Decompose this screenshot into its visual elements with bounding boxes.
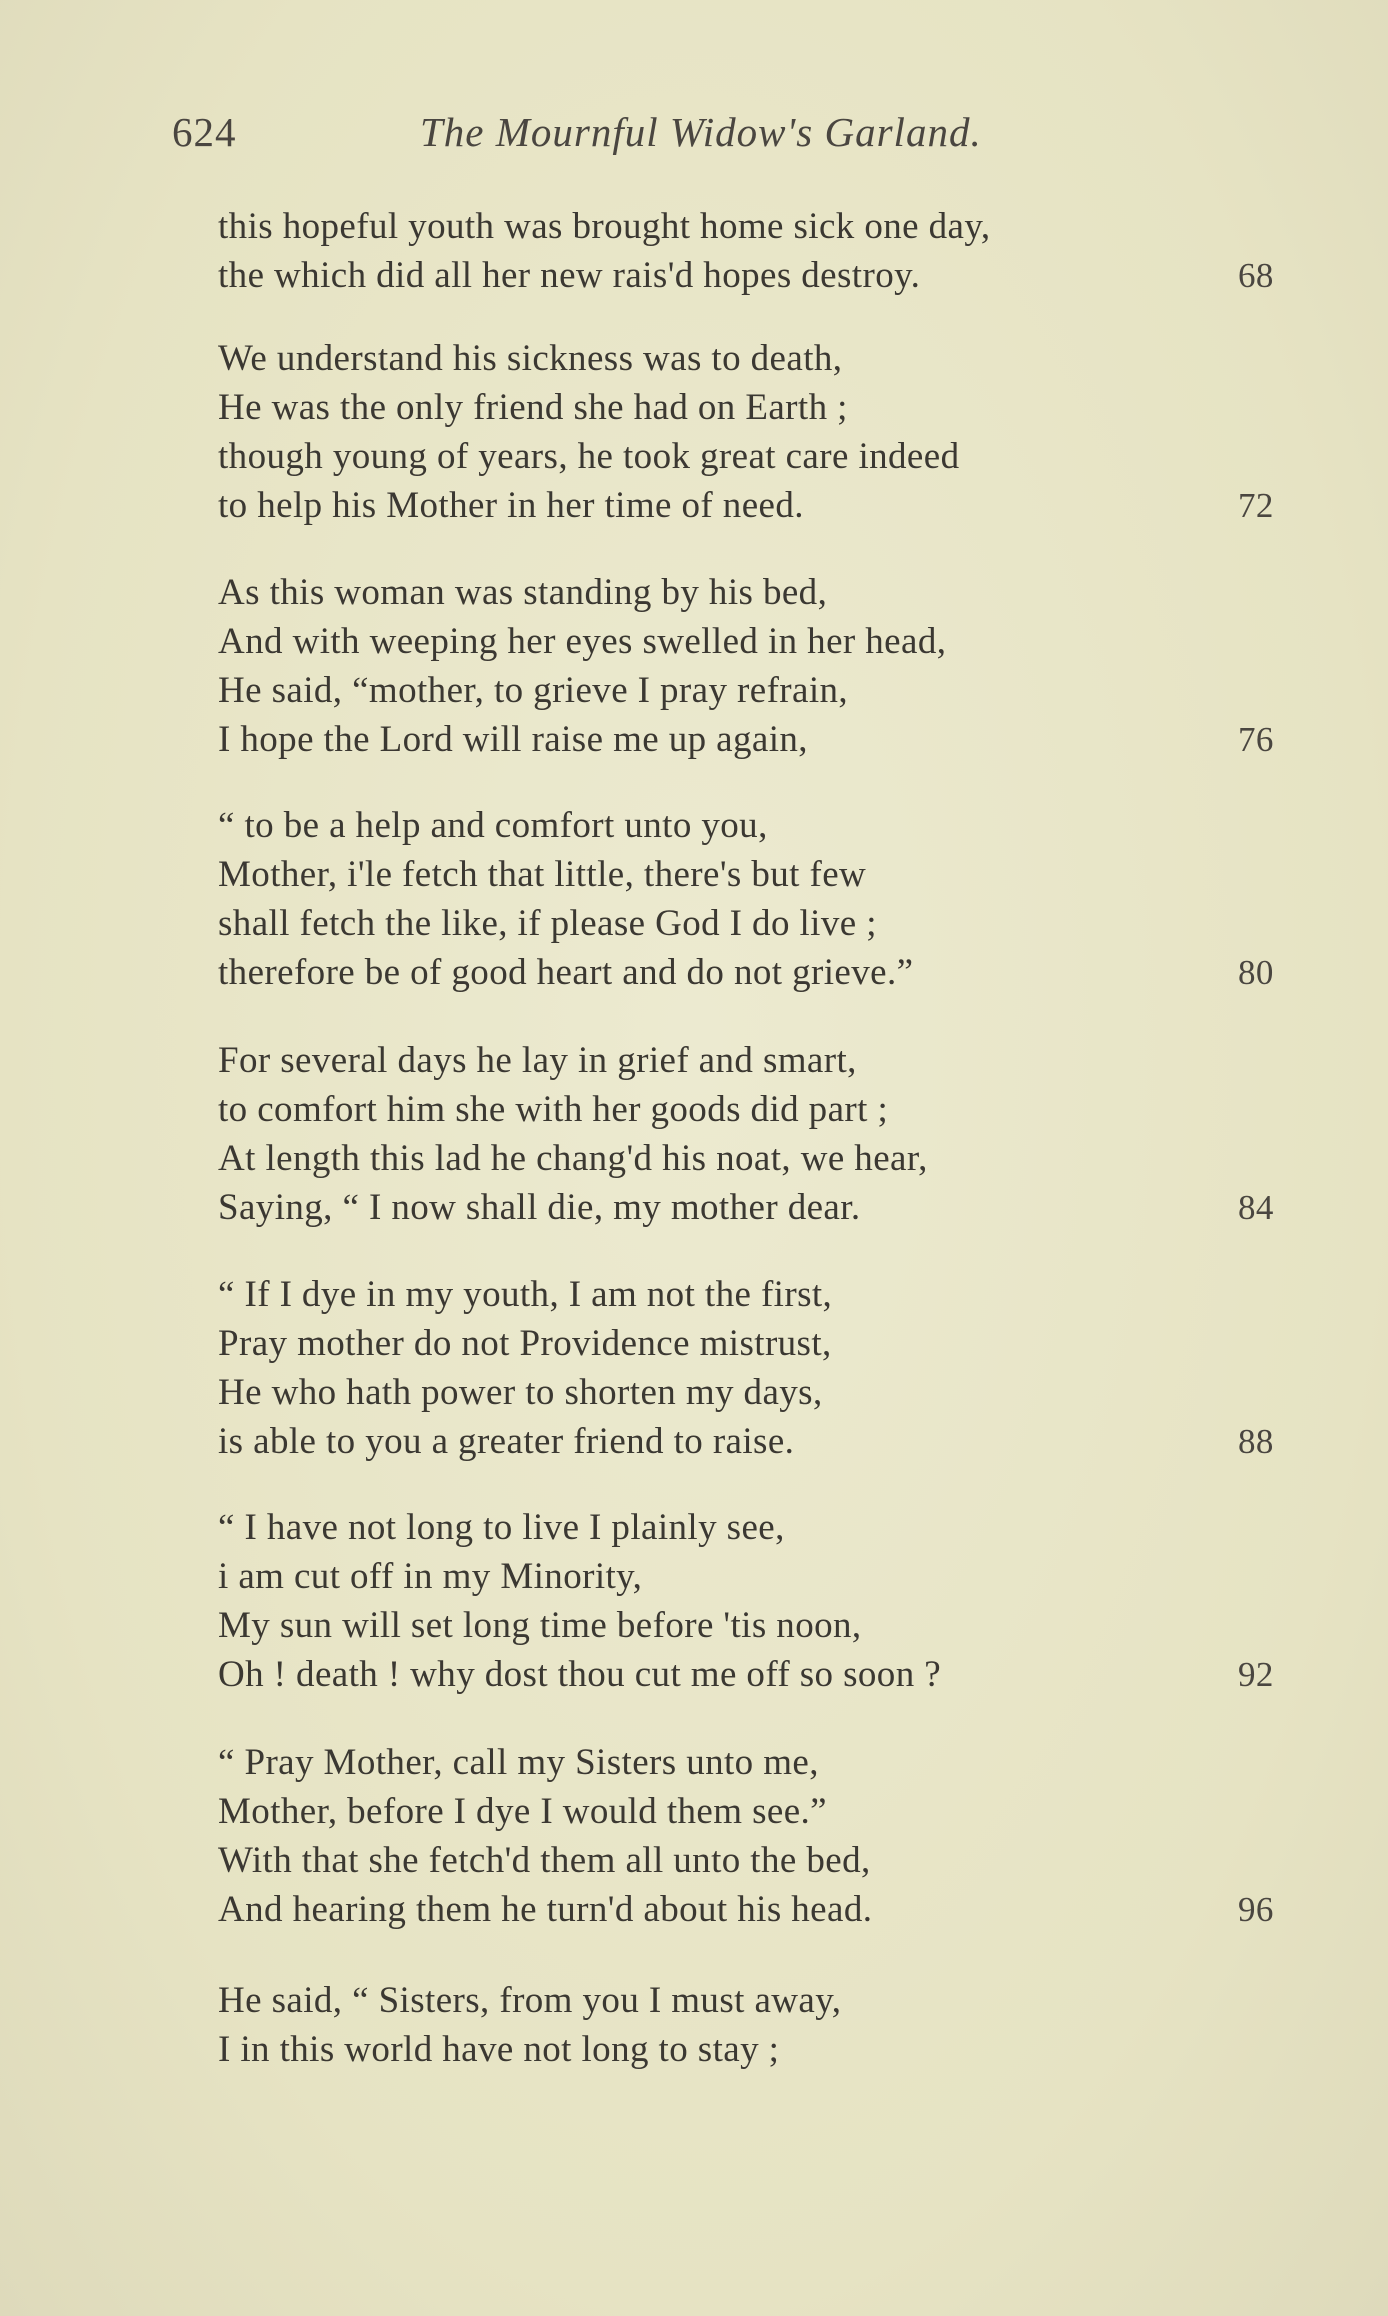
verse-text: to comfort him she with her goods did part ; [218, 1089, 889, 1130]
verse-text: “ If I dye in my youth, I am not the first, [218, 1274, 833, 1315]
running-title: The Mournful Widow's Garland. [420, 109, 982, 155]
verse-text: Saying, “ I now shall die, my mother dear. [218, 1187, 861, 1228]
verse-text: I in this world have not long to stay ; [218, 2029, 780, 2070]
line-number: 68 [1238, 256, 1274, 295]
verse-text: He said, “ Sisters, from you I must away, [218, 1980, 842, 2021]
verse-line [218, 432, 1288, 481]
verse-text: He said, “mother, to grieve I pray refrain, [218, 670, 849, 711]
verse-line [218, 1787, 1288, 1836]
verse-text: “ to be a help and comfort unto you, [218, 805, 768, 846]
verse-line [218, 1836, 1288, 1885]
stanza-6 [218, 1270, 1288, 1466]
line-number: 88 [1238, 1422, 1274, 1461]
verse-text: is able to you a greater friend to raise. [218, 1421, 795, 1462]
stanza-1 [218, 202, 1288, 300]
verse-line [218, 948, 1288, 997]
verse-text: Pray mother do not Providence mistrust, [218, 1323, 832, 1364]
verse-text: Mother, before I dye I would them see.” [218, 1791, 827, 1832]
stanza-9 [218, 1976, 1288, 2074]
verse-text: My sun will set long time before 'tis noon, [218, 1605, 862, 1646]
stanza-8 [218, 1738, 1288, 1934]
verse-line [218, 568, 1288, 617]
verse-text: Oh ! death ! why dost thou cut me off so soon ? [218, 1654, 942, 1695]
verse-line [218, 1270, 1288, 1319]
verse-line [218, 1417, 1288, 1466]
line-number: 76 [1238, 720, 1274, 759]
verse-text: And with weeping her eyes swelled in her head, [218, 621, 947, 662]
verse-line [218, 1368, 1288, 1417]
verse-line [218, 383, 1288, 432]
verse-line [218, 801, 1288, 850]
verse-text: We understand his sickness was to death, [218, 338, 843, 379]
stanza-5 [218, 1036, 1288, 1232]
verse-line [218, 334, 1288, 383]
verse-line [218, 1085, 1288, 1134]
verse-line [218, 617, 1288, 666]
line-number: 84 [1238, 1188, 1274, 1227]
stanza-4 [218, 801, 1288, 997]
verse-text: As this woman was standing by his bed, [218, 572, 828, 613]
verse-line [218, 666, 1288, 715]
page-number: 624 [172, 109, 237, 155]
verse-text: “ I have not long to live I plainly see, [218, 1507, 785, 1548]
verse-line [218, 202, 1288, 251]
verse-line [218, 481, 1288, 530]
line-number: 92 [1238, 1655, 1274, 1694]
verse-text: therefore be of good heart and do not grieve.” [218, 952, 914, 993]
verse-line [218, 251, 1288, 300]
verse-line [218, 1319, 1288, 1368]
verse-text: He was the only friend she had on Earth ; [218, 387, 848, 428]
line-number: 80 [1238, 953, 1274, 992]
verse-text: And hearing them he turn'd about his head. [218, 1889, 873, 1930]
stanza-7 [218, 1503, 1288, 1699]
verse-line [218, 2025, 1288, 2074]
verse-text: He who hath power to shorten my days, [218, 1372, 823, 1413]
verse-text: i am cut off in my Minority, [218, 1556, 643, 1597]
verse-text: the which did all her new rais'd hopes destroy. [218, 255, 921, 296]
line-number: 96 [1238, 1890, 1274, 1929]
verse-text: this hopeful youth was brought home sick one day, [218, 206, 991, 247]
verse-line [218, 899, 1288, 948]
verse-line [218, 1885, 1288, 1934]
running-header [172, 108, 1072, 158]
verse-line [218, 1738, 1288, 1787]
verse-text: though young of years, he took great care indeed [218, 436, 960, 477]
verse-line [218, 1036, 1288, 1085]
verse-text: I hope the Lord will raise me up again, [218, 719, 808, 760]
line-number: 72 [1238, 486, 1274, 525]
verse-line [218, 1650, 1288, 1699]
verse-line [218, 1976, 1288, 2025]
stanza-3 [218, 568, 1288, 764]
verse-line [218, 715, 1288, 764]
verse-text: At length this lad he chang'd his noat, we hear, [218, 1138, 928, 1179]
verse-text: to help his Mother in her time of need. [218, 485, 804, 526]
verse-text: shall fetch the like, if please God I do live ; [218, 903, 877, 944]
verse-line [218, 850, 1288, 899]
verse-line [218, 1601, 1288, 1650]
verse-line [218, 1134, 1288, 1183]
verse-line [218, 1183, 1288, 1232]
verse-text: Mother, i'le fetch that little, there's but few [218, 854, 867, 895]
verse-text: With that she fetch'd them all unto the bed, [218, 1840, 871, 1881]
verse-line [218, 1503, 1288, 1552]
stanza-2 [218, 334, 1288, 530]
verse-text: For several days he lay in grief and smart, [218, 1040, 857, 1081]
verse-line [218, 1552, 1288, 1601]
verse-text: “ Pray Mother, call my Sisters unto me, [218, 1742, 819, 1783]
